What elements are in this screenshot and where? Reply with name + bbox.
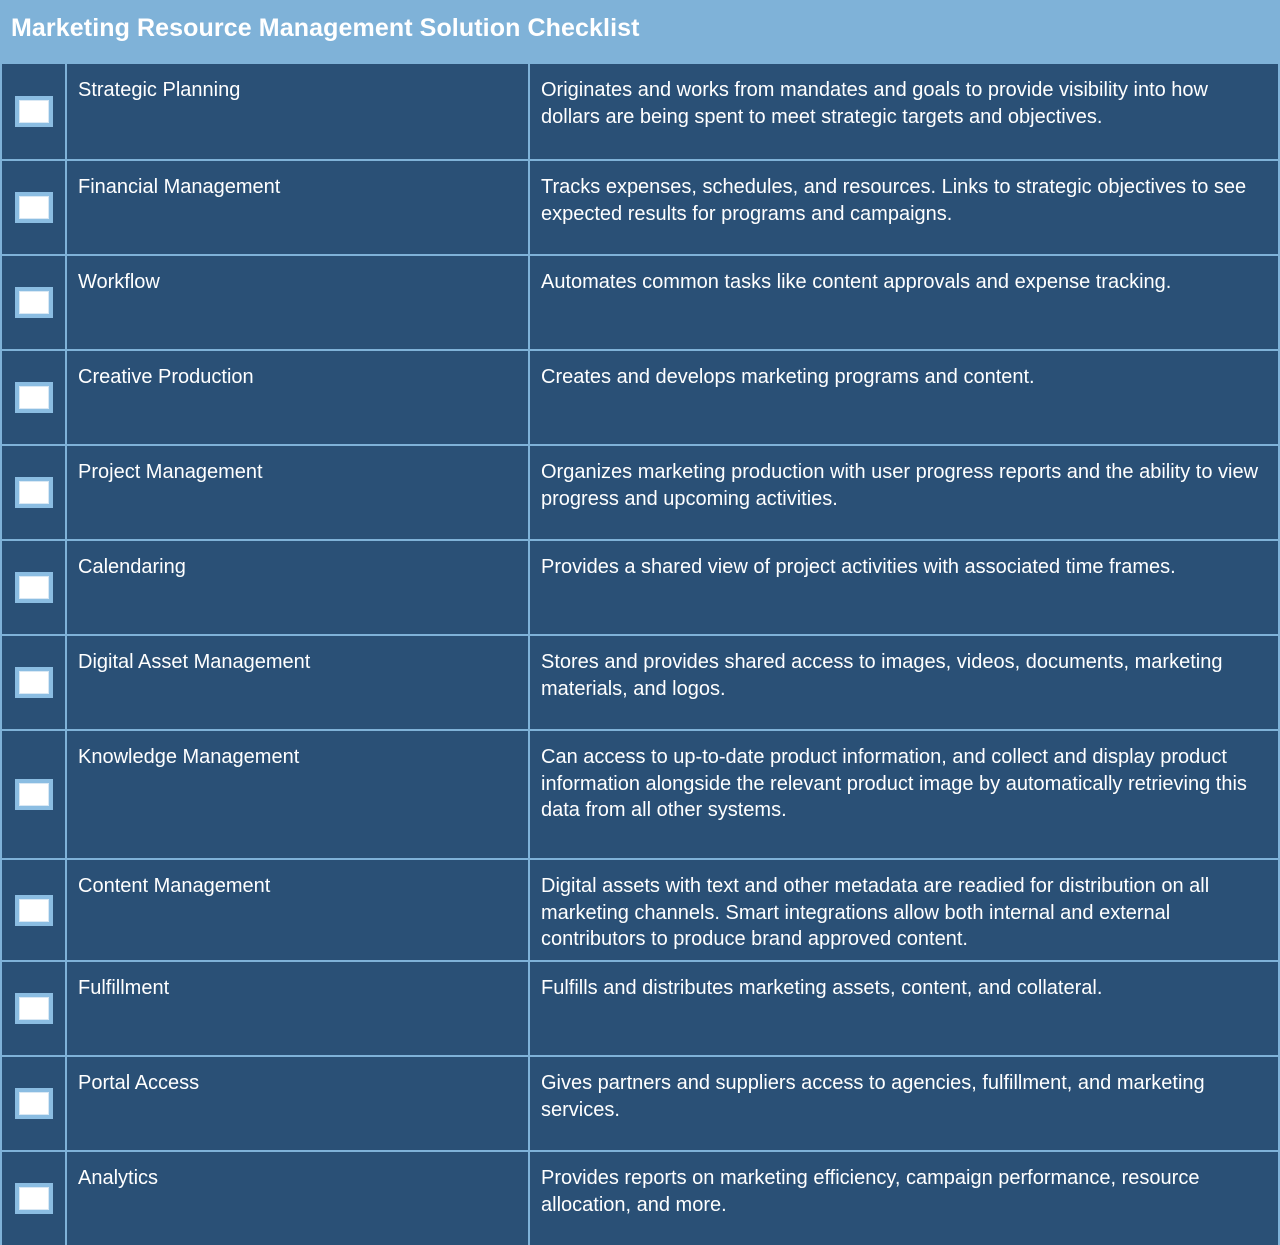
feature-description: Creates and develops marketing programs and content. bbox=[541, 366, 1035, 388]
feature-name: Strategic Planning bbox=[67, 64, 530, 159]
table-row bbox=[0, 541, 1280, 636]
checkbox[interactable] bbox=[15, 192, 53, 223]
feature-name: Creative Production bbox=[67, 351, 530, 444]
table-row bbox=[0, 1152, 1280, 1245]
table-row bbox=[0, 161, 1280, 256]
feature-name: Project Management bbox=[67, 446, 530, 539]
checkbox[interactable] bbox=[15, 572, 53, 603]
checkbox-cell bbox=[2, 1152, 67, 1245]
feature-description: Digital assets with text and other metadata are readied for distribution on all marketing channels. Smart integrations allow both internal and external contributors to produce brand approved content. bbox=[541, 875, 1210, 950]
feature-name: Knowledge Management bbox=[67, 731, 530, 858]
feature-description: Can access to up-to-date product information, and collect and display product information alongside the relevant product image by automatically retrieving this data from all other systems. bbox=[541, 746, 1247, 821]
table-row bbox=[0, 636, 1280, 731]
feature-name: Workflow bbox=[67, 256, 530, 349]
checkbox[interactable] bbox=[15, 382, 53, 413]
checkbox[interactable] bbox=[15, 96, 53, 127]
checkbox[interactable] bbox=[15, 895, 53, 926]
feature-description: Originates and works from mandates and goals to provide visibility into how dollars are being spent to meet strategic targets and objectives. bbox=[541, 79, 1208, 128]
table-row bbox=[0, 731, 1280, 860]
feature-name: Digital Asset Management bbox=[67, 636, 530, 729]
checkbox-cell bbox=[2, 161, 67, 254]
checkbox-cell bbox=[2, 731, 67, 858]
checkbox-cell bbox=[2, 446, 67, 539]
checkbox[interactable] bbox=[15, 667, 53, 698]
checkbox-cell bbox=[2, 1057, 67, 1150]
checkbox-cell bbox=[2, 351, 67, 444]
checkbox[interactable] bbox=[15, 1088, 53, 1119]
checkbox-cell bbox=[2, 860, 67, 960]
feature-name: Calendaring bbox=[67, 541, 530, 634]
feature-description: Fulfills and distributes marketing assets, content, and collateral. bbox=[541, 977, 1103, 999]
feature-name: Portal Access bbox=[67, 1057, 530, 1150]
table-row bbox=[0, 446, 1280, 541]
checkbox-cell bbox=[2, 962, 67, 1055]
table-row bbox=[0, 962, 1280, 1057]
checklist-rows bbox=[0, 62, 1280, 1245]
table-row bbox=[0, 64, 1280, 161]
table-row bbox=[0, 256, 1280, 351]
table-row bbox=[0, 860, 1280, 962]
table-row bbox=[0, 1057, 1280, 1152]
checkbox-cell bbox=[2, 256, 67, 349]
feature-description: Automates common tasks like content approvals and expense tracking. bbox=[541, 271, 1172, 293]
page-title: Marketing Resource Management Solution Checklist bbox=[0, 0, 1280, 62]
checkbox[interactable] bbox=[15, 477, 53, 508]
feature-name: Fulfillment bbox=[67, 962, 530, 1055]
checkbox-cell bbox=[2, 541, 67, 634]
checkbox[interactable] bbox=[15, 287, 53, 318]
feature-description: Provides a shared view of project activities with associated time frames. bbox=[541, 556, 1176, 578]
feature-name: Financial Management bbox=[67, 161, 530, 254]
table-row bbox=[0, 351, 1280, 446]
feature-description: Tracks expenses, schedules, and resources. Links to strategic objectives to see expected results for programs and campaigns. bbox=[541, 176, 1247, 225]
checkbox-cell bbox=[2, 64, 67, 159]
feature-description: Gives partners and suppliers access to agencies, fulfillment, and marketing services. bbox=[541, 1072, 1205, 1121]
checkbox[interactable] bbox=[15, 1183, 53, 1214]
feature-name: Content Management bbox=[67, 860, 530, 960]
feature-name: Analytics bbox=[67, 1152, 530, 1245]
feature-description: Organizes marketing production with user progress reports and the ability to view progress and upcoming activities. bbox=[541, 461, 1259, 510]
feature-description: Stores and provides shared access to images, videos, documents, marketing materials, and logos. bbox=[541, 651, 1223, 700]
checkbox-cell bbox=[2, 636, 67, 729]
feature-description: Provides reports on marketing efficiency, campaign performance, resource allocation, and more. bbox=[541, 1167, 1200, 1216]
checkbox[interactable] bbox=[15, 993, 53, 1024]
checkbox[interactable] bbox=[15, 779, 53, 810]
